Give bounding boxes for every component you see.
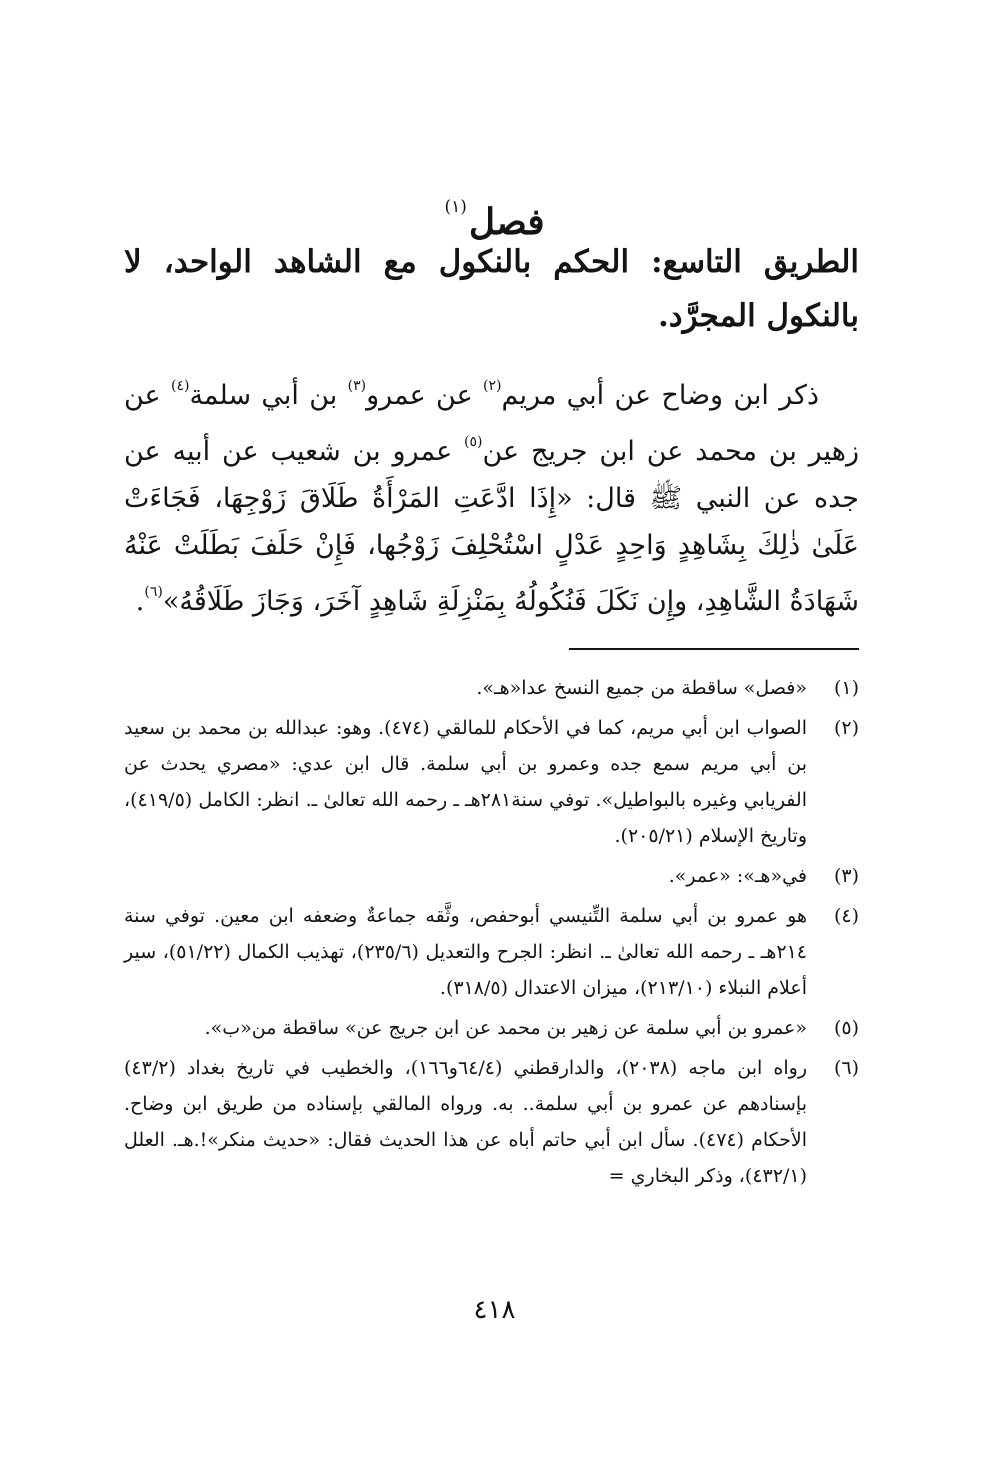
footnote-number: (٢)	[833, 717, 859, 739]
footnote-text: الصواب ابن أبي مريم، كما في الأحكام للمالقي (٤٧٤). وهو: عبدالله بن محمد بن سعيد بن أبي مريم سمع جده وعمرو بن أبي سلمة. قال ابن عدي: «مصري يحدث عن الفريابي وغيره بالبواطيل». توفي سنة٢٨١هـ ـ رحمه الله تعالىٰ ـ. انظر: الكامل (٤١٩/٥)، وتاريخ الإسلام (٢٠٥/٢١).	[124, 717, 807, 847]
footnotes-list	[124, 670, 859, 1198]
footnote-ref-2: (٢)	[483, 378, 502, 394]
footnote-item	[124, 898, 859, 1006]
footnote-number: (٥)	[833, 1017, 859, 1039]
footnote-ref-6: (٦)	[144, 584, 163, 600]
footnote-ref-5: (٥)	[464, 434, 483, 450]
paragraph-text-3: بن أبي سلمة	[189, 380, 348, 411]
footnote-item	[124, 670, 859, 706]
paragraph-text-2: عن عمرو	[366, 380, 484, 411]
footnote-text: «فصل» ساقطة من جميع النسخ عدا«هـ».	[476, 677, 807, 699]
paragraph-text-6: .	[135, 586, 145, 617]
footnote-ref-3: (٣)	[347, 378, 367, 394]
footnote-ref-4: (٤)	[170, 378, 190, 394]
footnote-item	[124, 1050, 859, 1194]
footnote-ref-1: (١)	[444, 197, 467, 218]
footnote-text: رواه ابن ماجه (٢٠٣٨)، والدارقطني (٦٤/٤و١٦٦)، والخطيب في تاريخ بغداد (٤٣/٢) بإسنادهم عن عمرو بن أبي سلمة.. به. ورواه المالقي بإسناده من طريق ابن وضاح. الأحكام (٤٧٤). سأل ابن أبي حاتم أباه عن هذا الحديث فقال: «حديث منكر»!.هـ. العلل (٤٣٢/١)، وذكر البخاري =	[124, 1057, 807, 1187]
footnote-text: «عمرو بن أبي سلمة عن زهير بن محمد عن ابن جريج عن» ساقطة من«ب».	[204, 1017, 807, 1039]
footnote-number: (٤)	[833, 905, 859, 927]
footnote-divider	[569, 648, 859, 650]
footnote-item	[124, 858, 859, 894]
footnote-text: هو عمرو بن أبي سلمة التِّنيسي أبوحفص، وثَّقه جماعةٌ وضعفه ابن معين. توفي سنة ٢١٤هـ ـ رحمه الله تعالىٰ ـ. انظر: الجرح والتعديل (٢٣٥/٦)، تهذيب الكمال (٥١/٢٢)، سير أعلام النبلاء (٢١٣/١٠)، ميزان الاعتدال (٣١٨/٥).	[124, 905, 807, 999]
page-number: ٤١٨	[473, 1295, 516, 1325]
paragraph-text-1: ذكر ابن وضاح عن أبي مريم	[501, 380, 820, 411]
method-heading: الطريق التاسع: الحكم بالنكول مع الشاهد الواحد، لا بالنكول المجرَّد.	[124, 244, 859, 334]
footnote-number: (٣)	[833, 865, 859, 887]
footnote-number: (٦)	[833, 1057, 859, 1079]
paragraph-text-4: عن زهير بن محمد عن ابن جريج عن	[124, 380, 859, 467]
footnote-number: (١)	[833, 677, 859, 699]
footnote-item	[124, 1010, 859, 1046]
hadith-paragraph	[124, 363, 859, 625]
footnote-item	[124, 710, 859, 854]
section-title-text: فصل	[468, 201, 545, 244]
paragraph-text-5: عمرو بن شعيب عن أبيه عن جده عن النبي ﷺ قال: «إِذَا ادَّعَتِ المَرْأَةُ طَلَاقَ زَوْجِهَا، فَجَاءَتْ عَلَىٰ ذٰلِكَ بِشَاهِدٍ وَاحِدٍ عَدْلٍ اسْتُحْلِفَ زَوْجُها، فَإِنْ حَلَفَ بَطَلَتْ عَنْهُ شَهَادَةُ الشَّاهِدِ، وإِن نَكَلَ فَنُكُولُهُ بِمَنْزِلَةِ شَاهِدٍ آخَرَ، وَجَازَ طَلَاقُهُ»	[124, 436, 859, 617]
footnote-text: في«هـ»: «عمر».	[668, 865, 807, 887]
